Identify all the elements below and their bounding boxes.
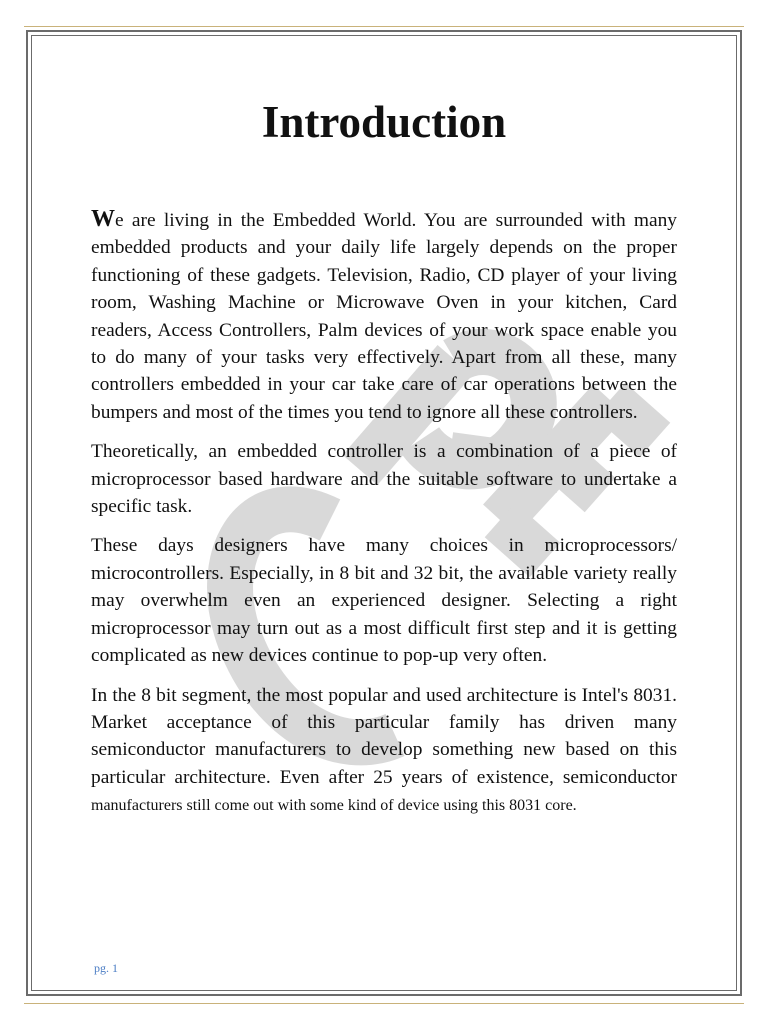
document-body [91, 96, 677, 832]
paragraph-4-tail: manufacturers still come out with some kind of device using this 8031 core. [91, 797, 577, 815]
paragraph-4-text: In the 8 bit segment, the most popular and used architecture is Intel's 8031. Market acceptance of this particular family has driven many semiconductor manufacturers to develop something new based on this particular architecture. Even after 25 years of existence, semiconductor [91, 684, 677, 788]
paragraph-2: Theoretically, an embedded controller is a combination of a piece of microprocessor based hardware and the suitable software to undertake a specific task. [91, 441, 677, 518]
paragraph-1-text: e are living in the Embedded World. You are surrounded with many embedded products and your daily life largely depends on the proper functioning of these gadgets. Television, Radio, CD player of your living room, Washing Machine or Microwave Oven in your kitchen, Card readers, Access Controllers, Palm devices of your work space enable you to do many of your tasks very effectively. Apart from all these, many controllers embedded in your car take care of car operations between the bumpers and most of the times you tend to ignore all these controllers. [91, 210, 677, 423]
paragraph-1 [91, 206, 677, 426]
paragraph-3: These days designers have many choices in microprocessors/ microcontrollers. Especially, in 8 bit and 32 bit, the available variety really may overwhelm even an experienced designer. Selecting a right microprocessor may turn out as a most difficult first step and it is getting complicated as new devices continue to pop-up very often. [91, 535, 677, 667]
page-number: pg. 1 [94, 961, 118, 975]
bottom-accent-rule [24, 1003, 744, 1004]
drop-cap: W [91, 206, 115, 232]
paragraph-4 [91, 682, 677, 820]
page-title: Introduction [261, 97, 507, 147]
top-accent-rule [24, 26, 744, 27]
